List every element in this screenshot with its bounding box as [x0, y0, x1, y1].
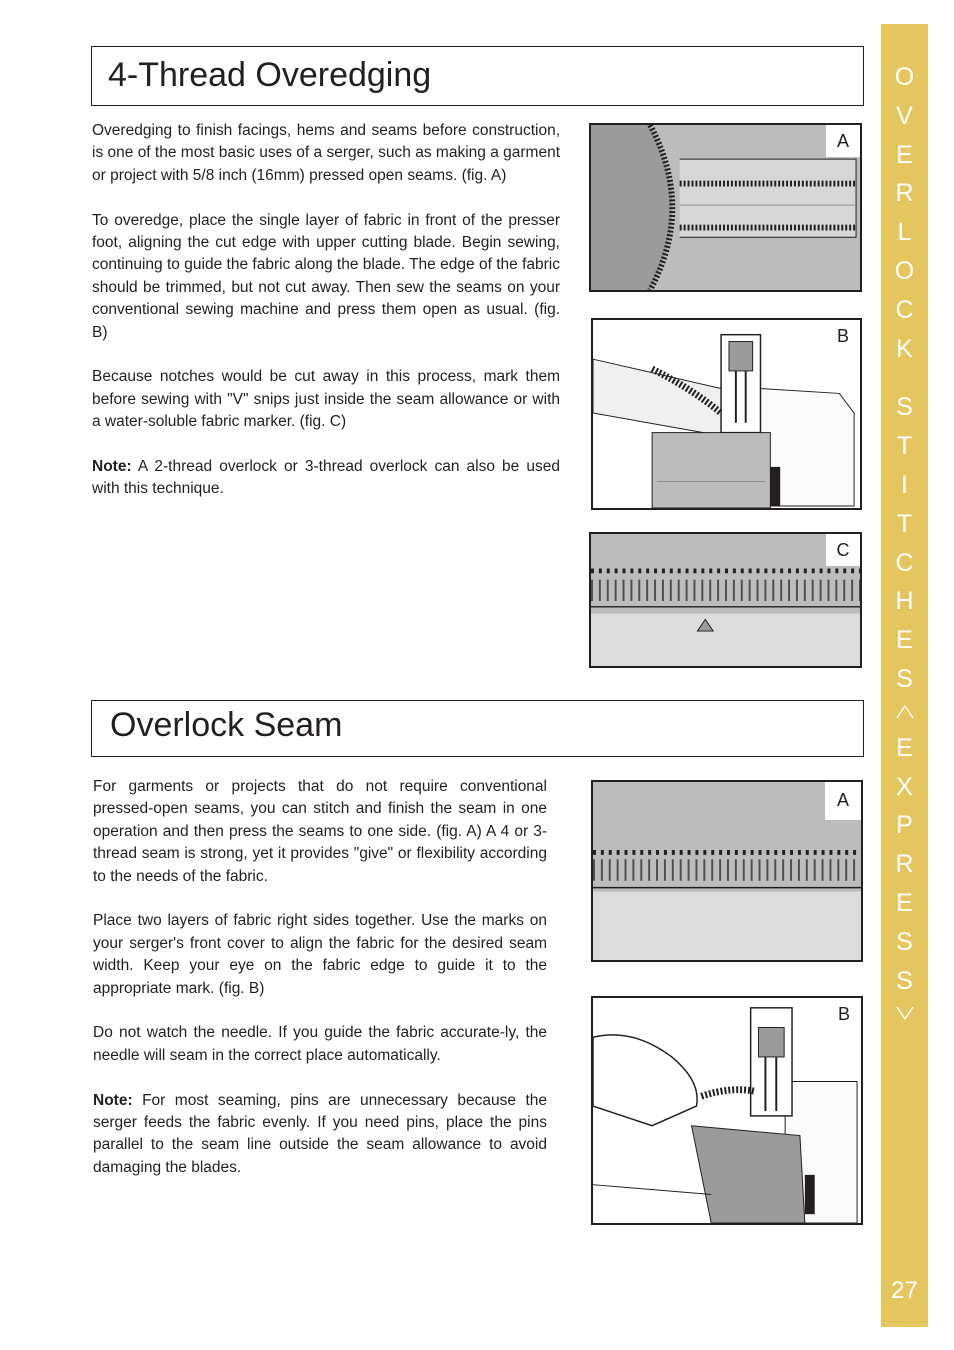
paragraph: Because notches would be cut away in this process, mark them before sewing with "V" snips just inside the seam allowance or with a water-soluble fabric marker. (fig. C) — [92, 368, 560, 431]
figure-b-serger-overedging — [591, 318, 862, 510]
figure-a-overlock-seam — [591, 780, 863, 962]
paragraph: To overedge, place the single layer of fabric in front of the presser foot, aligning the cut edge with upper cutting blade. Begin sewing, continuing to guide the fabric along the blade. The edge of the fabric should be trimmed, but not cut away. Then sew the seams on your conventional sewing machine and press them open as usual. (fig. B) — [92, 211, 560, 341]
chevron-down-icon — [881, 1000, 928, 1030]
figure-label: A — [826, 125, 860, 157]
tab-letter: R — [895, 179, 914, 208]
tab-letter: E — [896, 733, 913, 762]
tab-letter: X — [896, 772, 913, 801]
note-label: Note: — [93, 1091, 133, 1109]
section-body — [92, 120, 560, 523]
chapter-tab-letters — [881, 58, 928, 1030]
tab-letter: O — [894, 63, 915, 91]
tab-letter: E — [896, 140, 913, 169]
tab-letter: O — [894, 256, 915, 285]
tab-letter: P — [896, 811, 913, 840]
figure-label: C — [826, 534, 860, 566]
notch-illustration — [591, 534, 860, 666]
section-body — [93, 776, 547, 1202]
page-number: 27 — [891, 1277, 918, 1304]
tab-letter: K — [896, 334, 913, 363]
tab-letter: V — [896, 101, 913, 130]
tab-letter: R — [895, 850, 914, 879]
figure-a-overedged-seam — [589, 123, 862, 292]
chevron-up-icon — [881, 699, 928, 729]
figure-c-notches — [589, 532, 862, 668]
tab-letter: S — [896, 393, 913, 422]
seam-illustration — [593, 782, 861, 960]
note-text: For most seaming, pins are unnecessary because the serger feeds the fabric evenly. If you need pins, place the pins parallel to the seam line outside the seam allowance to avoid damaging the blades. — [93, 1091, 547, 1176]
tab-letter: H — [895, 587, 914, 616]
figure-label: B — [826, 320, 860, 352]
tab-letter: C — [895, 295, 914, 324]
tab-letter: I — [901, 470, 908, 499]
serger-illustration — [593, 320, 860, 508]
paragraph: Place two layers of fabric right sides together. Use the marks on your serger's front cover to align the fabric for the desired seam width. Keep your eye on the fabric edge to guide it to the appropriate mark. (fig. B) — [93, 912, 547, 997]
note-paragraph — [93, 1090, 547, 1180]
note-paragraph — [92, 456, 560, 501]
tab-letter: L — [897, 218, 912, 247]
tab-letter: E — [896, 626, 913, 655]
note-text: A 2-thread overlock or 3-thread overlock can also be used with this technique. — [92, 458, 560, 498]
fabric-illustration — [591, 125, 860, 290]
tab-letter: S — [896, 966, 913, 995]
note-label: Note: — [92, 458, 132, 476]
section-title: Overlock Seam — [110, 706, 343, 744]
tab-letter: T — [896, 432, 913, 461]
tab-letter: S — [896, 927, 913, 956]
figure-b-serger-seaming — [591, 996, 863, 1225]
tab-letter: E — [896, 888, 913, 917]
paragraph: For garments or projects that do not require conventional pressed-open seams, you can stitch and finish the seam in one operation and then press the seams to one side. (fig. A) A 4 or 3-thread seam is strong, yet it provides "give" or flexibility according to the needs of the fabric. — [93, 778, 547, 885]
figure-label: B — [827, 998, 861, 1030]
section-title-box — [91, 46, 864, 106]
tab-letter: S — [896, 664, 913, 693]
tab-letter: T — [896, 509, 913, 538]
tab-gap — [881, 368, 928, 388]
chapter-tab — [881, 24, 928, 1327]
figure-label: A — [825, 782, 861, 820]
section-title: 4-Thread Overedging — [108, 56, 432, 94]
tab-letter: C — [895, 548, 914, 577]
paragraph: Overedging to finish facings, hems and seams before construction, is one of the most basic uses of a serger, such as making a garment or project with 5/8 inch (16mm) pressed open seams. (fig. A) — [92, 122, 560, 184]
serger-hands-illustration — [593, 998, 861, 1223]
paragraph: Do not watch the needle. If you guide the fabric accurate-ly, the needle will seam in the correct place automatically. — [93, 1024, 547, 1064]
section-title-box — [91, 700, 864, 757]
